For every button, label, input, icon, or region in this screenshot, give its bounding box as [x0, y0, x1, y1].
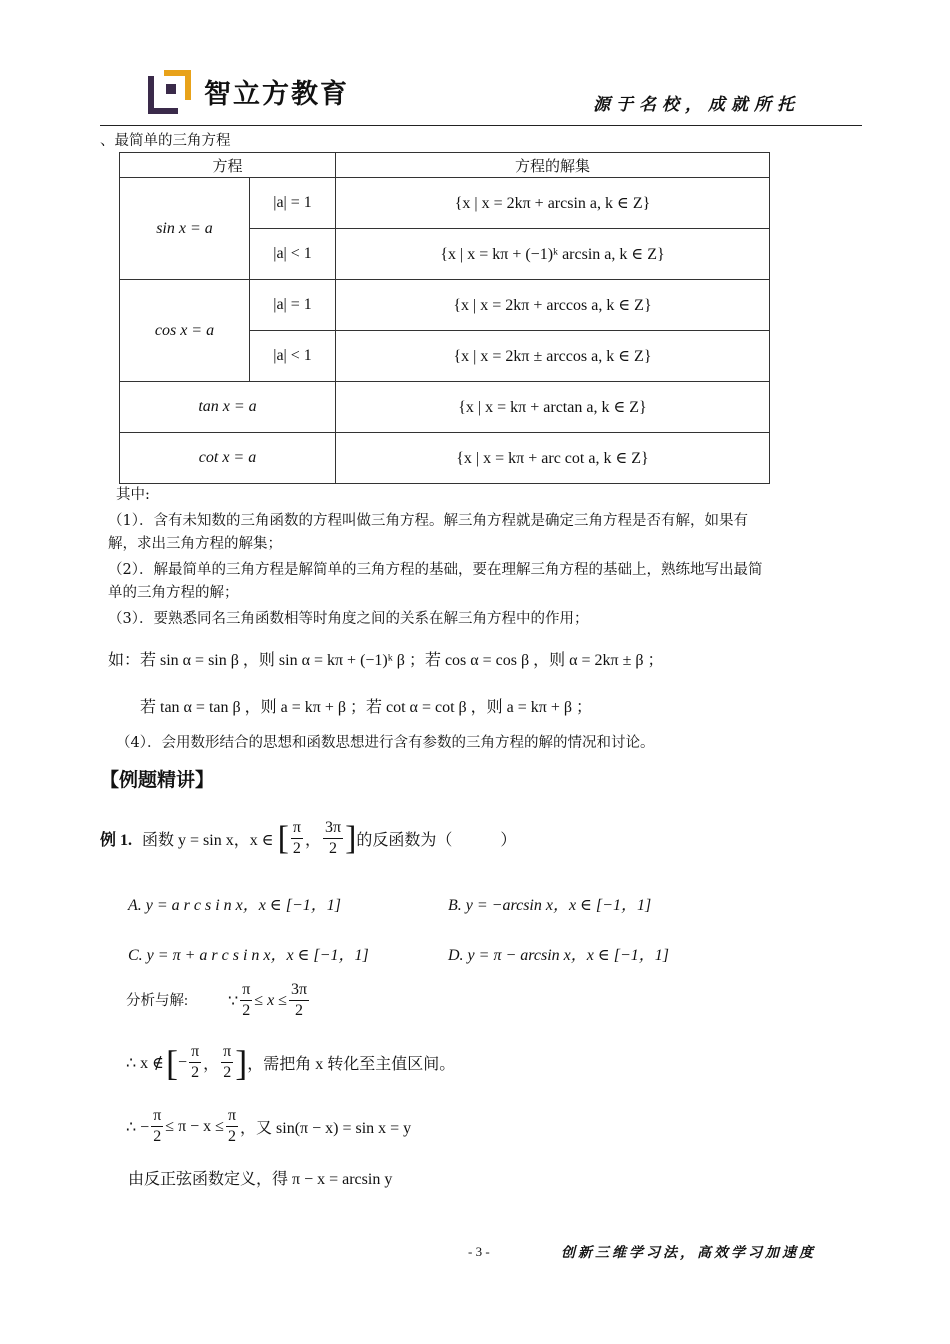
- inequality-text: ≤ x ≤: [254, 991, 287, 1009]
- fraction-3pi-over-2: $\frac{3\pi}{2}$: [290, 981, 308, 1019]
- because-symbol: ∵: [228, 992, 239, 1010]
- option-d: D. y = π − arcsin x，x ∈ [−1，1]: [448, 947, 669, 964]
- condition-cell: |a| < 1: [250, 331, 336, 382]
- header-divider: [100, 125, 862, 126]
- therefore-text-a: ∴ x ∉: [126, 1054, 165, 1072]
- therefore-text-a: ∴ −: [126, 1118, 150, 1136]
- stem-text-a: 函数 y = sin x，x ∈: [142, 832, 274, 849]
- example-1-stem: [100, 818, 516, 859]
- equation-cell: sin x = a: [120, 178, 250, 280]
- fraction-pi-over-2: $\frac{\pi}{2}$: [153, 1107, 162, 1145]
- notes-intro: 其中:: [116, 487, 150, 503]
- section-title: 、最简单的三角方程: [100, 133, 231, 149]
- left-bracket: [: [166, 1042, 179, 1083]
- equation-cell: cot x = a: [120, 433, 336, 484]
- solution-cell: {x | x = 2kπ + arcsin a, k ∈ Z}: [336, 178, 770, 229]
- left-bracket: [: [277, 819, 289, 857]
- solution-cell: {x | x = kπ + arctan a, k ∈ Z}: [336, 382, 770, 433]
- solution-cell: {x | x = 2kπ ± arccos a, k ∈ Z}: [336, 331, 770, 382]
- examples-heading: 【例题精讲】: [100, 769, 215, 791]
- conclusion-line: 由反正弦函数定义，得 π − x = arcsin y: [128, 1171, 393, 1188]
- note-2b: 单的三角方程的解；: [108, 585, 239, 601]
- fraction-pi-over-2: $\frac{\pi}{2}$: [242, 981, 251, 1019]
- note-1a: （1）．含有未知数的三角函数的方程叫做三角方程。解三角方程就是确定三角方程是否有解，如果有: [108, 513, 748, 529]
- therefore-text-b: ，又 sin(π − x) = sin x = y: [240, 1120, 412, 1137]
- equation-table: [119, 152, 770, 484]
- therefore-text-mid: ≤ π − x ≤: [165, 1117, 224, 1135]
- table-row: [120, 433, 770, 484]
- table-row: [120, 382, 770, 433]
- analysis-line: [126, 980, 311, 1021]
- example-relations-1: 如：若 sin α = sin β ，则 sin α = kπ + (−1)ᵏ β ；若 cos α = cos β ，则 α = 2kπ ± β ；: [108, 652, 664, 669]
- logo-icon: [148, 70, 194, 114]
- fraction-pi-over-2: $\frac{\pi}{2}$: [227, 1107, 237, 1145]
- logo-text: 智立方教育: [204, 79, 349, 110]
- stem-text-b: 的反函数为（ ）: [356, 832, 517, 849]
- right-bracket: ]: [235, 1042, 248, 1083]
- example-label: 例 1.: [100, 832, 133, 849]
- logo-mark: [148, 70, 194, 114]
- therefore-text-b: ，需把角 x 转化至主值区间。: [247, 1056, 456, 1073]
- comma: ，: [304, 832, 321, 849]
- note-2a: （2）．解最简单的三角方程是解简单的三角方程的基础，要在理解三角方程的基础上，熟练地写出最简: [108, 562, 763, 578]
- option-b: B. y = −arcsin x，x ∈ [−1，1]: [448, 897, 652, 914]
- option-c: C. y = π + a r c s i n x，x ∈ [−1，1]: [128, 947, 369, 964]
- analysis-label: 分析与解:: [126, 992, 189, 1009]
- note-3: （3）．要熟悉同名三角函数相等时角度之间的关系在解三角方程中的作用；: [108, 611, 589, 627]
- comma: ，: [203, 1056, 220, 1073]
- therefore-line-1: [126, 1042, 455, 1083]
- equation-cell: cos x = a: [120, 280, 250, 382]
- condition-cell: |a| = 1: [250, 178, 336, 229]
- fraction-pi-over-2: $\frac{\pi}{2}$: [292, 819, 301, 857]
- table-row: [120, 178, 770, 229]
- table-header-solution: 方程的解集: [336, 153, 770, 178]
- note-4: （4）．会用数形结合的思想和函数思想进行含有参数的三角方程的解的情况和讨论。: [116, 735, 655, 751]
- header-slogan: 源于名校，成就所托: [593, 95, 800, 115]
- note-1b: 解，求出三角方程的解集；: [108, 536, 282, 552]
- condition-cell: |a| < 1: [250, 229, 336, 280]
- page-number: - 3 -: [468, 1244, 490, 1259]
- solution-cell: {x | x = kπ + arc cot a, k ∈ Z}: [336, 433, 770, 484]
- example-relations-2: 若 tan α = tan β ，则 a = kπ + β ；若 cot α = cot β ，则 a = kπ + β ；: [140, 699, 593, 716]
- solution-cell: {x | x = 2kπ + arccos a, k ∈ Z}: [336, 280, 770, 331]
- therefore-line-2: [126, 1106, 411, 1147]
- solution-cell: {x | x = kπ + (−1)ᵏ arcsin a, k ∈ Z}: [336, 229, 770, 280]
- table-row: [120, 280, 770, 331]
- minus-sign: −: [178, 1053, 188, 1071]
- equation-cell: tan x = a: [120, 382, 336, 433]
- fraction-3pi-over-2: $\frac{3\pi}{2}$: [324, 819, 342, 857]
- option-a: A. y = a r c s i n x，x ∈ [−1，1]: [128, 897, 341, 914]
- table-header-equation: 方程: [120, 153, 336, 178]
- right-bracket: ]: [345, 819, 357, 857]
- footer-slogan: 创新三维学习法，高效学习加速度: [561, 1245, 816, 1261]
- fraction-pi-over-2: $\frac{\pi}{2}$: [191, 1043, 200, 1081]
- condition-cell: |a| = 1: [250, 280, 336, 331]
- fraction-pi-over-2: $\frac{\pi}{2}$: [223, 1043, 232, 1081]
